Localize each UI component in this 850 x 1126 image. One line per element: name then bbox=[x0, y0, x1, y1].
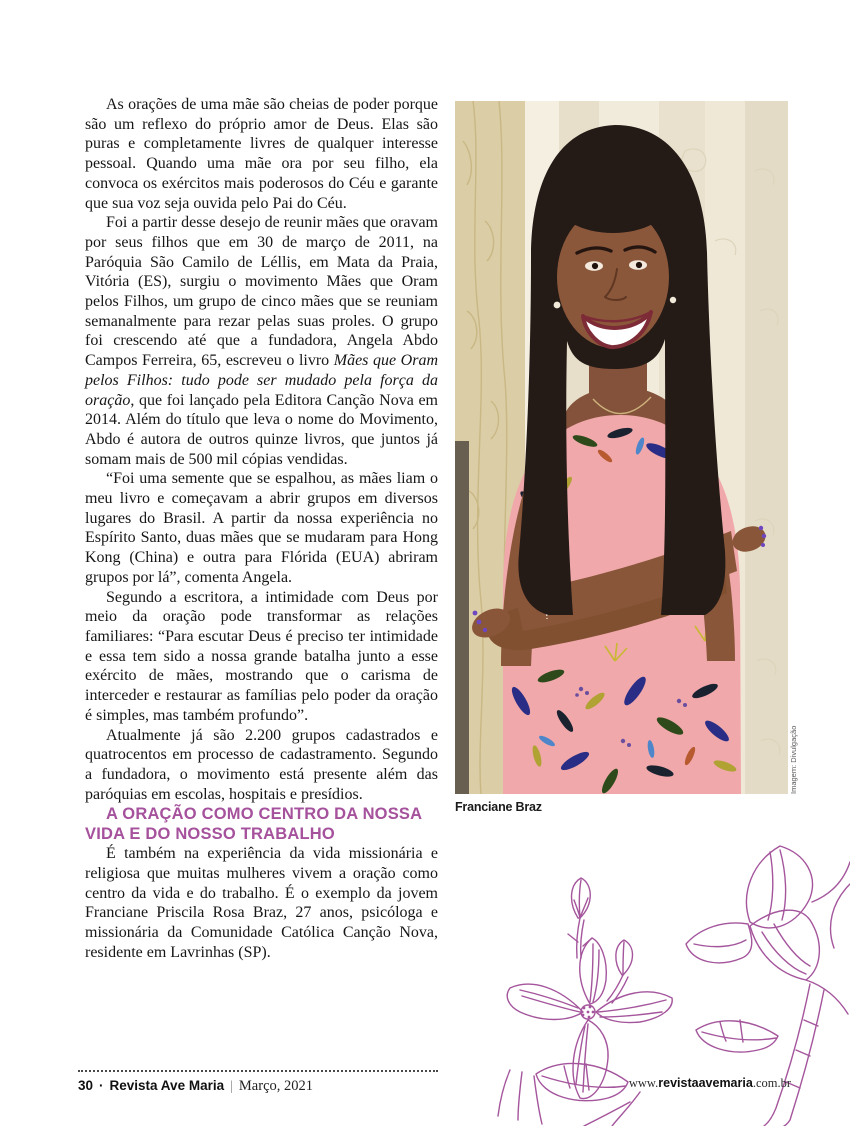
article-text-column bbox=[85, 95, 438, 963]
page-number: 30 bbox=[78, 1078, 94, 1093]
footer-divider: | bbox=[230, 1079, 233, 1094]
article-paragraph: As orações de uma mãe são cheias de poder porque são um reflexo do próprio amor de Deus. Elas são puras e completamente livres de qualquer interesse pessoal. Quando uma mãe ora por seu filho, ela convoca os exércitos mais poderosos do Céu e garante que sua voz seja ouvida pelo Pai do Céu. bbox=[85, 96, 438, 212]
photo-franciane-braz bbox=[455, 101, 788, 794]
photo-illustration bbox=[455, 101, 788, 794]
magazine-name: Revista Ave Maria bbox=[109, 1078, 225, 1093]
article-paragraph: Atualmente já são 2.200 grupos cadastrados e quatrocentos em processo de cadastramento. Segundo a fundadora, o movimento está presente além das paróquias em escolas, hospitais e presídios. bbox=[85, 726, 438, 803]
footer-separator: · bbox=[99, 1078, 104, 1093]
url-suffix: .com.br bbox=[752, 1076, 791, 1090]
issue-date: Março, 2021 bbox=[238, 1078, 313, 1094]
article-paragraph bbox=[85, 213, 438, 469]
url-prefix: www. bbox=[628, 1076, 659, 1090]
photo-credit: Imagem: Divulgação bbox=[789, 725, 798, 794]
article-paragraph: “Foi uma semente que se espalhou, as mães liam o meu livro e começavam a abrir grupos em diversos lugares do Brasil. A partir da nossa experiência no Espírito Santo, duas mães que se mudaram para Hong Kong (China) e outra para Flórida (EUA) abriram grupos por lá”, comenta Angela. bbox=[85, 470, 438, 586]
paragraph-text: , que foi lançado pela Editora Canção Nova em 2014. Além do título que leva o nome do Movimento, Abdo é autora de outros quinze livros, que juntos já somam mais de 500 mil cópias vendidas. bbox=[85, 391, 438, 468]
article-paragraph: Segundo a escritora, a intimidade com Deus por meio da oração pode transformar as relações familiares: “Para escutar Deus é preciso ter intimidade e essa tem sido a nossa grande batalha junto a esse exército de mães, mostrando que o carisma de interceder e restaurar as famílias pelo poder da oração é simples, mas também profundo”. bbox=[85, 588, 438, 724]
paragraph-text: Foi a partir desse desejo de reunir mães que oravam por seus filhos que em 30 de março de 2011, na Paróquia São Camilo de Léllis, em Mata da Praia, Vitória (ES), surgiu o movimento Mães que Oram pelos Filhos, um grupo de cinco mães que se reuniam semanalmente para rezar pelas suas proles. O grupo foi crescendo até que a fundadora, Angela Abdo Campos Ferreira, 65, escreveu o livro bbox=[85, 214, 438, 370]
url-domain: revistaavemaria bbox=[658, 1076, 753, 1090]
article-paragraph: É também na experiência da vida missionária e religiosa que muitas mulheres vivem a oração como centro da vida e do trabalho. É o exemplo da jovem Franciane Priscila Rosa Braz, 27 anos, psicóloga e missionária da Comunidade Católica Canção Nova, residente em Lavrinhas (SP). bbox=[85, 845, 438, 961]
photo-caption: Franciane Braz bbox=[455, 800, 542, 814]
book-title-italic: Mães que Oram pelos Filhos: tudo pode ser mudado pela força da oração bbox=[85, 352, 439, 409]
magazine-url bbox=[0, 1076, 791, 1091]
section-heading: A ORAÇÃO COMO CENTRO DA NOSSA VIDA E DO NOSSO TRABALHO bbox=[85, 805, 422, 844]
footer-dotted-rule bbox=[78, 1070, 438, 1072]
